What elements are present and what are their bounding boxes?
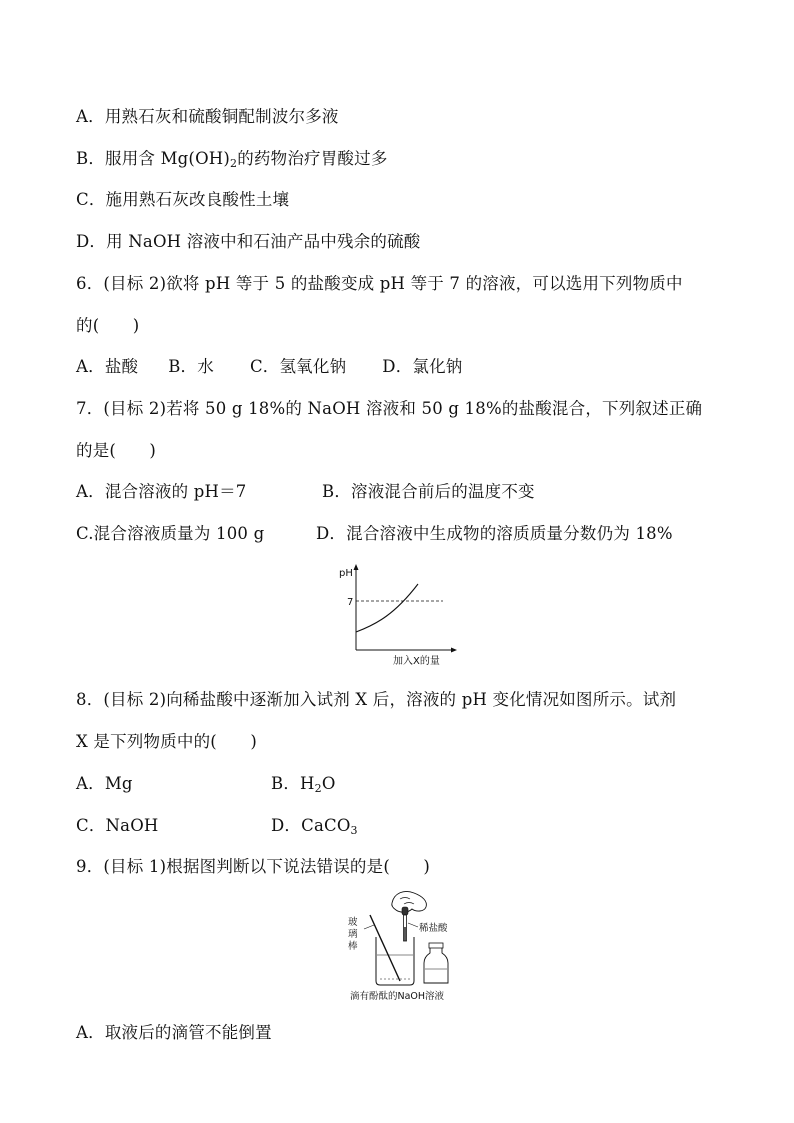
rod-label-3: 棒 [348, 941, 358, 952]
q8-option-c: C．NaOH [76, 816, 159, 835]
titration-apparatus-figure [330, 885, 462, 1005]
q8-option-b-text-2: O [321, 774, 336, 793]
q7-stem-line2: 的是( ) [76, 441, 157, 460]
q6-options [76, 356, 463, 378]
y-axis-label: pH [339, 568, 353, 579]
q6-stem-line2: 的( ) [76, 316, 140, 335]
q8-stem-line2: X 是下列物质中的( ) [76, 732, 257, 751]
q5-option-b-text: B．服用含 Mg(OH) [76, 149, 231, 168]
q6-option-a: A．盐酸 [76, 357, 139, 376]
rod-leader-line [364, 925, 374, 929]
ph-curve-figure [335, 562, 460, 670]
acid-label: 稀盐酸 [419, 923, 448, 934]
rod-label-2: 璃 [348, 929, 358, 940]
ph-curve-svg [335, 562, 460, 670]
x-axis-arrow [451, 648, 457, 653]
q8-option-a: A．Mg [76, 774, 133, 793]
acid-leader-line [408, 923, 418, 927]
q8-option-b [271, 773, 336, 800]
q5-option-c: C．施用熟石灰改良酸性土壤 [76, 190, 290, 209]
y-axis-arrow [354, 564, 359, 570]
q8-option-d [271, 815, 358, 842]
apparatus-caption: 滴有酚酞的NaOH溶液 [350, 991, 445, 1002]
q6-option-d: D．氯化钠 [382, 357, 463, 376]
beaker-bottom-liquid [377, 975, 413, 983]
q5-option-b [76, 148, 388, 175]
q8-option-b-subscript: 2 [314, 782, 322, 795]
q7-stem-line1: 7．(目标 2)若将 50 g 18%的 NaOH 溶液和 50 g 18%的盐酸混合，下列叙述正确 [76, 399, 703, 418]
dropper-bulb-icon [402, 907, 408, 915]
q7-option-a: A．混合溶液的 pH＝7 [76, 482, 247, 501]
titration-apparatus-svg [330, 885, 462, 1005]
q5-option-a: A．用熟石灰和硫酸铜配制波尔多液 [76, 107, 339, 126]
q6-option-c: C．氢氧化钠 [249, 357, 347, 376]
q9-stem: 9．(目标 1)根据图判断以下说法错误的是( ) [76, 857, 430, 876]
q6-option-b: B．水 [168, 357, 214, 376]
ph-curve [356, 584, 418, 632]
q7-option-b: B．溶液混合前后的温度不变 [322, 482, 535, 501]
q8-option-d-subscript: 3 [350, 824, 358, 837]
q8-option-d-text: D．CaCO [271, 816, 351, 835]
q8-option-b-text: B．H [271, 774, 315, 793]
ph7-label: 7 [347, 597, 354, 608]
bottle-cap-icon [429, 943, 443, 948]
x-axis-label: 加入X的量 [393, 656, 440, 667]
rod-label-1: 玻 [348, 917, 358, 928]
q8-stem-line1: 8．(目标 2)向稀盐酸中逐渐加入试剂 X 后，溶液的 pH 变化情况如图所示。试剂 [76, 690, 677, 709]
q5-option-d: D．用 NaOH 溶液中和石油产品中残余的硫酸 [76, 232, 421, 251]
reagent-bottle-icon [424, 947, 448, 983]
q7-option-d: D．混合溶液中生成物的溶质质量分数仍为 18% [316, 524, 673, 543]
q5-option-b-text-2: 的药物治疗胃酸过多 [237, 149, 388, 168]
q6-stem-line1: 6．(目标 2)欲将 pH 等于 5 的盐酸变成 pH 等于 7 的溶液，可以选用下列物质中 [76, 274, 683, 293]
q9-option-a: A．取液后的滴管不能倒置 [76, 1023, 272, 1042]
hand-icon [392, 891, 427, 912]
q5-option-b-subscript: 2 [230, 157, 238, 170]
q7-option-c: C.混合溶液质量为 100 g [76, 524, 265, 543]
glass-rod-icon [370, 915, 400, 981]
